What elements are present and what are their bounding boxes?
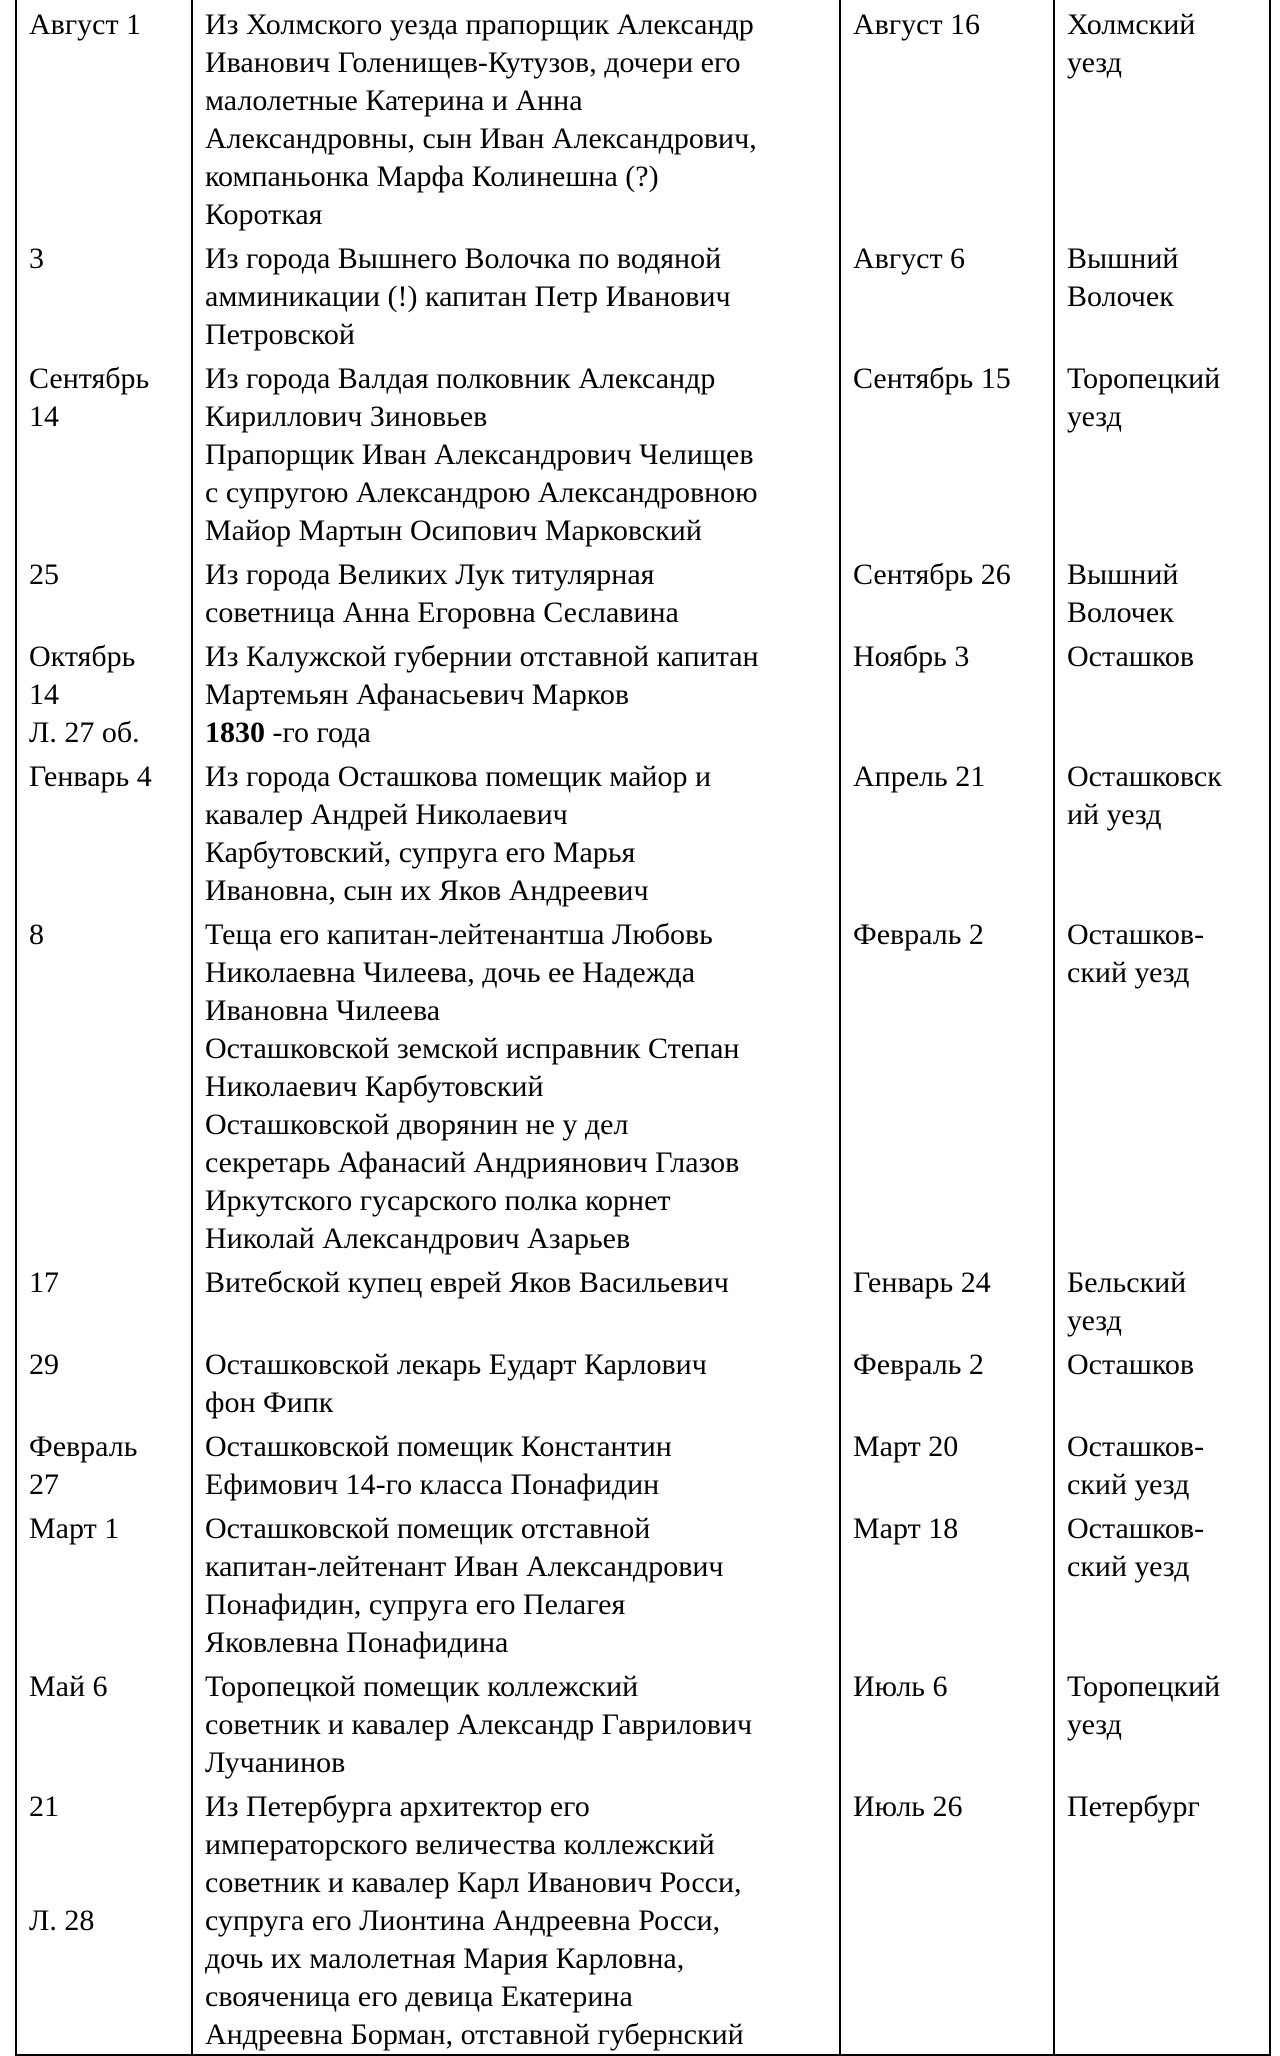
arrival-entry-cell-line: Из Петербурга архитектор его: [205, 1790, 590, 1823]
table-row: [16, 632, 1270, 752]
arrival-date-cell: [16, 1662, 192, 1782]
arrival-entry-cell-line: Из города Великих Лук титулярная: [205, 558, 655, 591]
arrival-entry-cell-line: секретарь Афанасий Андриянович Глазов: [205, 1146, 740, 1179]
table-row: [16, 550, 1270, 632]
destination-cell-line: Осташков: [1067, 1348, 1195, 1381]
arrival-entry-cell: [192, 910, 840, 1258]
destination-cell-line: Волочек: [1067, 596, 1174, 629]
arrival-date-cell: [16, 1504, 192, 1662]
arrival-entry-cell-line: Иркутского гусарского полка корнет: [205, 1184, 671, 1217]
arrival-entry-cell-line: императорского величества коллежский: [205, 1828, 715, 1861]
departure-date-cell-line: Сентябрь 26: [853, 558, 1011, 591]
arrival-entry-cell: [192, 1422, 840, 1504]
arrival-date-cell-line: 8: [29, 918, 44, 951]
destination-cell-line: Осташковск: [1067, 760, 1222, 793]
destination-cell-line: Осташков-: [1067, 1512, 1205, 1545]
arrival-date-cell-line: 3: [29, 242, 44, 275]
destination-cell: [1054, 1258, 1270, 1340]
arrival-date-cell: [16, 550, 192, 632]
year-heading: [205, 714, 827, 752]
arrival-date-cell: [16, 632, 192, 752]
departure-date-cell-line: Март 20: [853, 1430, 959, 1463]
departure-date-cell-line: Апрель 21: [853, 760, 986, 793]
table-row: [16, 1340, 1270, 1422]
departure-date-cell: [840, 0, 1054, 234]
arrival-entry-cell-line: Витебской купец еврей Яков Васильевич: [205, 1266, 729, 1299]
arrival-entry-cell-line: Из города Валдая полковник Александр: [205, 362, 716, 395]
departure-date-cell: [840, 910, 1054, 1258]
destination-cell: [1054, 0, 1270, 234]
arrival-entry-cell-line: Понафидин, супруга его Пелагея: [205, 1588, 626, 1621]
departure-date-cell-line: Август 16: [853, 8, 981, 41]
arrival-date-cell: [16, 1422, 192, 1504]
arrival-date-cell-line: Л. 27 об.: [29, 716, 140, 749]
arrival-date-cell-line: 14: [29, 400, 59, 433]
arrival-entry-cell-line: Яковлевна Понафидина: [205, 1626, 509, 1659]
arrival-entry-cell: [192, 550, 840, 632]
arrival-entry-cell-line: Торопецкой помещик коллежский: [205, 1670, 639, 1703]
arrival-date-cell: [16, 234, 192, 354]
destination-cell-line: Вышний: [1067, 242, 1179, 275]
departure-date-cell-line: Ноябрь 3: [853, 640, 970, 673]
destination-cell: [1054, 632, 1270, 752]
destination-cell: [1054, 1662, 1270, 1782]
year-number: 1830: [205, 716, 265, 749]
arrival-entry-cell-line: Из города Осташкова помещик майор и: [205, 760, 712, 793]
destination-cell: [1054, 1340, 1270, 1422]
destination-cell-line: Волочек: [1067, 280, 1174, 313]
arrival-entry-cell-line: Теща его капитан-лейтенантша Любовь: [205, 918, 713, 951]
destination-cell-line: ский уезд: [1067, 956, 1190, 989]
arrival-entry-cell-line: Осташковской земской исправник Степан: [205, 1032, 740, 1065]
arrival-date-cell-line: Л. 28: [29, 1904, 95, 1937]
arrival-date-cell-line: Май 6: [29, 1670, 108, 1703]
destination-cell: [1054, 910, 1270, 1258]
arrival-entry-cell-line: Николаевич Карбутовский: [205, 1070, 544, 1103]
arrival-entry-cell: [192, 1258, 840, 1340]
arrival-date-cell: [16, 354, 192, 550]
arrival-date-cell: [16, 1782, 192, 2055]
arrival-date-cell: [16, 0, 192, 234]
destination-cell-line: ский уезд: [1067, 1468, 1190, 1501]
arrival-entry-cell-line: Карбутовский, супруга его Марья: [205, 836, 636, 869]
departure-date-cell: [840, 632, 1054, 752]
arrival-entry-cell-line: Мартемьян Афанасьевич Марков: [205, 678, 630, 711]
arrival-entry-cell-line: Ивановна, сын их Яков Андреевич: [205, 874, 649, 907]
departure-date-cell: [840, 752, 1054, 910]
arrival-entry-cell-line: Ивановна Чилеева: [205, 994, 441, 1027]
destination-cell-line: Осташков-: [1067, 1430, 1205, 1463]
arrival-entry-cell-line: с супругою Александрою Александровною: [205, 476, 758, 509]
arrival-entry-cell: [192, 1662, 840, 1782]
destination-cell-line: ский уезд: [1067, 1550, 1190, 1583]
departure-date-cell: [840, 1258, 1054, 1340]
arrival-date-cell: [16, 1340, 192, 1422]
departure-date-cell-line: Август 6: [853, 242, 966, 275]
arrival-entry-cell-line: кавалер Андрей Николаевич: [205, 798, 568, 831]
destination-cell: [1054, 354, 1270, 550]
arrival-entry-cell-line: Лучанинов: [205, 1746, 346, 1779]
departure-date-cell: [840, 1782, 1054, 2055]
destination-cell-line: Осташков-: [1067, 918, 1205, 951]
arrival-entry-cell-line: Николай Александрович Азарьев: [205, 1222, 631, 1255]
arrival-entry-cell-line: советница Анна Егоровна Сеславина: [205, 596, 679, 629]
destination-cell-line: Осташков: [1067, 640, 1195, 673]
arrival-date-cell-line: Февраль: [29, 1430, 138, 1463]
arrival-entry-cell-line: Из Холмского уезда прапорщик Александр: [205, 8, 754, 41]
register-page: [15, 0, 1269, 2056]
arrival-date-cell-line: 17: [29, 1266, 59, 1299]
table-row: [16, 910, 1270, 1258]
arrival-entry-cell-line: Иванович Голенищев-Кутузов, дочери его: [205, 46, 741, 79]
arrival-entry-cell: [192, 752, 840, 910]
table-row: [16, 1422, 1270, 1504]
destination-cell: [1054, 550, 1270, 632]
departure-date-cell-line: Сентябрь 15: [853, 362, 1011, 395]
arrival-entry-cell-line: Короткая: [205, 198, 323, 231]
table-row: [16, 234, 1270, 354]
table-row: [16, 354, 1270, 550]
arrival-entry-cell-line: фон Фипк: [205, 1386, 334, 1419]
arrival-entry-cell: [192, 1340, 840, 1422]
arrival-entry-cell: [192, 0, 840, 234]
arrival-date-cell-line: 27: [29, 1468, 59, 1501]
arrival-date-cell-line: Март 1: [29, 1512, 120, 1545]
arrival-date-cell-line: Сентябрь: [29, 362, 150, 395]
arrival-entry-cell-line: Осташковской помещик Константин: [205, 1430, 672, 1463]
destination-cell-line: Торопецкий: [1067, 362, 1221, 395]
arrival-date-cell-line: 29: [29, 1348, 59, 1381]
arrival-date-cell-line: Генварь 4: [29, 760, 152, 793]
arrival-entry-cell-line: Александровны, сын Иван Александрович,: [205, 122, 757, 155]
arrival-date-cell: [16, 910, 192, 1258]
arrival-date-cell: [16, 1258, 192, 1340]
table-row: [16, 752, 1270, 910]
arrival-entry-cell-line: Из города Вышнего Волочка по водяной: [205, 242, 722, 275]
departure-date-cell: [840, 354, 1054, 550]
arrival-date-cell-line: 14: [29, 678, 59, 711]
departure-date-cell-line: Июль 26: [853, 1790, 963, 1823]
destination-cell-line: ий уезд: [1067, 798, 1162, 831]
arrival-entry-cell: [192, 354, 840, 550]
destination-cell-line: уезд: [1067, 46, 1122, 79]
destination-cell: [1054, 1782, 1270, 2055]
arrival-date-cell-line: 21: [29, 1790, 59, 1823]
table-row: [16, 1258, 1270, 1340]
arrivals-table-body: [16, 0, 1270, 2055]
arrival-date-cell-line: [29, 1864, 179, 1902]
arrival-entry-cell-line: Кириллович Зиновьев: [205, 400, 488, 433]
arrival-entry-cell-line: капитан-лейтенант Иван Александрович: [205, 1550, 724, 1583]
table-row: [16, 1662, 1270, 1782]
arrival-entry-cell: [192, 632, 840, 752]
arrival-entry-cell-line: советник и кавалер Карл Иванович Росси,: [205, 1866, 742, 1899]
arrival-entry-cell-line: Петровской: [205, 318, 355, 351]
destination-cell-line: Бельский: [1067, 1266, 1187, 1299]
arrival-entry-cell-line: Из Калужской губернии отставной капитан: [205, 640, 759, 673]
destination-cell: [1054, 234, 1270, 354]
table-row: [16, 1504, 1270, 1662]
departure-date-cell: [840, 1504, 1054, 1662]
arrival-date-cell-line: Август 1: [29, 8, 142, 41]
arrival-entry-cell-line: Прапорщик Иван Александрович Челищев: [205, 438, 754, 471]
destination-cell-line: уезд: [1067, 1708, 1122, 1741]
table-row: [16, 0, 1270, 234]
arrival-entry-cell-line: свояченица его девица Екатерина: [205, 1980, 633, 2013]
destination-cell-line: уезд: [1067, 1304, 1122, 1337]
departure-date-cell: [840, 1340, 1054, 1422]
arrival-entry-cell: [192, 1504, 840, 1662]
arrival-entry-cell-line: Осташковской помещик отставной: [205, 1512, 651, 1545]
departure-date-cell-line: Март 18: [853, 1512, 959, 1545]
destination-cell-line: Петербург: [1067, 1790, 1200, 1823]
arrival-entry-cell-line: малолетные Катерина и Анна: [205, 84, 583, 117]
arrival-entry-cell-line: амминикации (!) капитан Петр Иванович: [205, 280, 731, 313]
destination-cell: [1054, 1422, 1270, 1504]
destination-cell-line: Холмский: [1067, 8, 1196, 41]
arrival-entry-cell-line: Майор Мартын Осипович Марковский: [205, 514, 702, 547]
departure-date-cell: [840, 234, 1054, 354]
departure-date-cell-line: Июль 6: [853, 1670, 948, 1703]
arrival-entry-cell-line: дочь их малолетная Мария Карловна,: [205, 1942, 685, 1975]
arrival-entry-cell-line: Ефимович 14-го класса Понафидин: [205, 1468, 660, 1501]
table-row: [16, 1782, 1270, 2055]
departure-date-cell: [840, 550, 1054, 632]
departure-date-cell-line: Февраль 2: [853, 918, 984, 951]
year-suffix: -го года: [265, 716, 371, 749]
destination-cell-line: Вышний: [1067, 558, 1179, 591]
arrival-entry-cell-line: супруга его Лионтина Андреевна Росси,: [205, 1904, 721, 1937]
arrival-date-cell: [16, 752, 192, 910]
departure-date-cell: [840, 1662, 1054, 1782]
arrival-entry-cell-line: Андреевна Борман, отставной губернский: [205, 2018, 744, 2051]
arrival-entry-cell: [192, 1782, 840, 2055]
arrival-date-cell-line: Октябрь: [29, 640, 136, 673]
destination-cell-line: Торопецкий: [1067, 1670, 1221, 1703]
arrival-entry-cell-line: Осташковской дворянин не у дел: [205, 1108, 629, 1141]
arrival-entry-cell-line: Николаевна Чилеева, дочь ее Надежда: [205, 956, 696, 989]
arrival-date-cell-line: 25: [29, 558, 59, 591]
destination-cell: [1054, 1504, 1270, 1662]
departure-date-cell-line: Февраль 2: [853, 1348, 984, 1381]
arrival-entry-cell-line: компаньонка Марфа Колинешна (?): [205, 160, 659, 193]
destination-cell-line: уезд: [1067, 400, 1122, 433]
arrival-entry-cell-line: советник и кавалер Александр Гаврилович: [205, 1708, 753, 1741]
departure-date-cell: [840, 1422, 1054, 1504]
arrival-entry-cell: [192, 234, 840, 354]
arrival-entry-cell-line: Осташковской лекарь Еударт Карлович: [205, 1348, 707, 1381]
destination-cell: [1054, 752, 1270, 910]
arrivals-table: [15, 0, 1271, 2056]
arrival-date-cell-line: [29, 1826, 179, 1864]
departure-date-cell-line: Генварь 24: [853, 1266, 991, 1299]
